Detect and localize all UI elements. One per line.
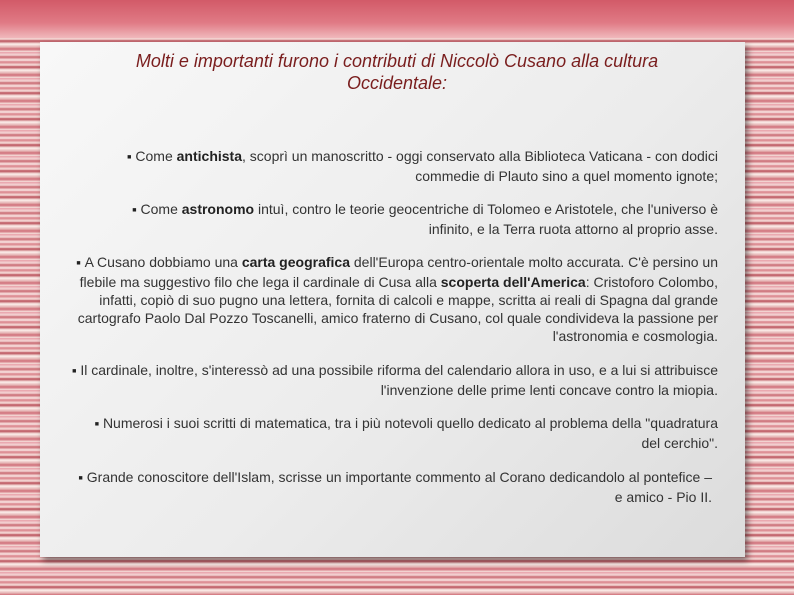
bullet-keyword: astronomo (181, 201, 255, 217)
bullet-astronomo (115, 200, 718, 238)
bullet-marker-icon: ■ (72, 368, 77, 375)
bullet-text: A Cusano dobbiamo una (84, 254, 242, 270)
bullet-text: Grande conoscitore dell'Islam, scrisse un importante commento al Corano dedicandolo al pontefice – e amico - Pio II. (86, 469, 712, 505)
bullet-keyword: carta geografica (241, 254, 350, 270)
bullet-keyword: antichista (176, 148, 242, 164)
bullet-marker-icon: ■ (78, 475, 83, 482)
title-line-1: Molti e importanti furono i contributi di Niccolò Cusano alla cultura (135, 51, 659, 71)
bullet-marker-icon: ■ (94, 421, 99, 428)
bullet-keyword: scoperta dell'America (440, 274, 586, 290)
bullet-text: Come (135, 148, 177, 164)
bullet-antichista (80, 147, 718, 185)
slide-title (0, 50, 794, 94)
bullet-text: Numerosi i suoi scritti di matematica, tra i più notevoli quello dedicato al problema della "quadratura del cerchio". (102, 415, 718, 451)
bullet-text: dell'Europa centro-orientale molto accurata. C'è persino un flebile ma suggestivo filo che lega il cardinale di Cusa alla (79, 254, 718, 290)
bullet-text: intuì, contro le teorie geocentriche di Tolomeo e Aristotele, che l'universo è infinito, e la Terra ruota attorno al proprio asse. (254, 201, 718, 237)
bullet-text: : Cristoforo Colombo, infatti, copiò di suo pugno una lettera, fornita di calcoli e mappe, scritta ai reali di Spagna dal grande cartografo Paolo Dal Pozzo Toscanelli, amico fraterno di Cusano, col quale condivideva la passione per l'astronomia e cosmologia. (77, 274, 718, 344)
bullet-text: Come (140, 201, 182, 217)
title-line-2: Occidentale: (346, 73, 448, 93)
bullet-text: , scoprì un manoscritto - oggi conservato alla Biblioteca Vaticana - con dodici commedie di Plauto sino a quel momento ignote; (242, 148, 718, 184)
bullet-marker-icon: ■ (127, 154, 132, 161)
bullet-text: Il cardinale, inoltre, s'interessò ad una possibile riforma del calendario allora in uso, e a lui si attribuisce l'invenzione delle prime lenti concave contro la miopia. (80, 362, 718, 398)
bullet-matematica (85, 414, 718, 452)
bullet-carta-geografica (65, 253, 718, 345)
bullet-islam (68, 468, 712, 506)
bullet-marker-icon: ■ (76, 260, 81, 267)
header-band (0, 0, 794, 38)
bullet-calendario (52, 361, 718, 399)
bullet-marker-icon: ■ (132, 207, 137, 214)
